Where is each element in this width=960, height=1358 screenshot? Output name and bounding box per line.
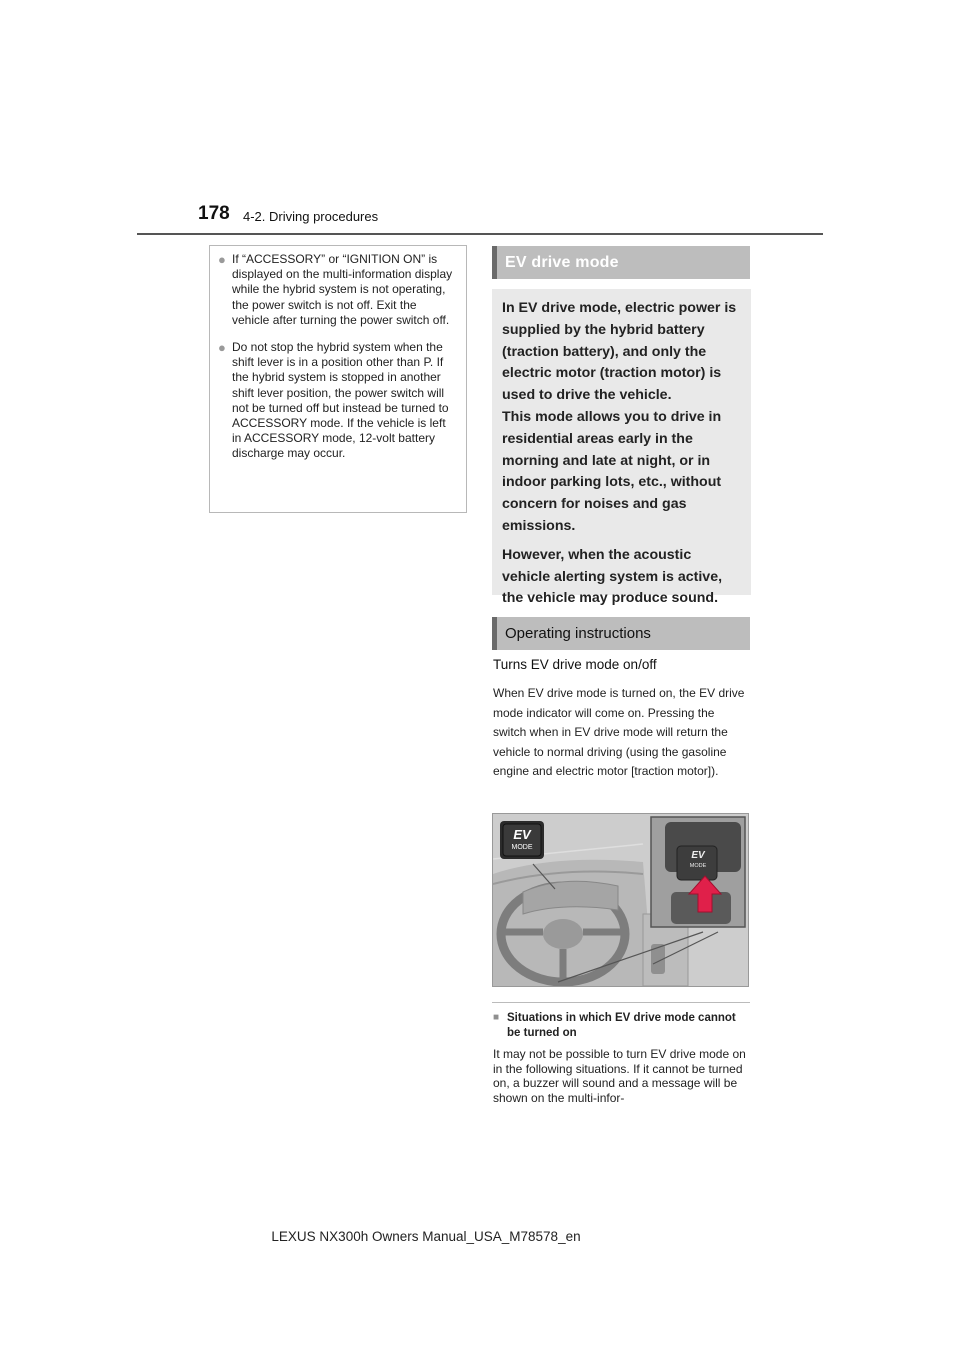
footer	[0, 1229, 960, 1244]
section-title: 4-2. Driving procedures	[243, 209, 379, 224]
footer-text: LEXUS NX300h Owners Manual_USA_M78578_en	[271, 1229, 581, 1244]
situations-heading	[493, 1011, 751, 1040]
intro-paragraph: In EV drive mode, electric power is supplied by the hybrid battery (traction battery), and only the electric motor (traction motor) is used to drive the vehicle.	[502, 300, 737, 404]
note-box	[209, 245, 467, 513]
note-text: If “ACCESSORY” or “IGNITION ON” is displayed on the multi-information display while the hybrid system is not operating, the power switch is not off. Exit the vehicle after turning the power switch off.	[232, 252, 453, 327]
inset-ev-label: EV	[691, 850, 705, 861]
situations-heading-text: Situations in which EV drive mode cannot be turned on	[507, 1012, 736, 1039]
operating-instructions-heading	[492, 617, 750, 650]
mode-button-label: MODE	[511, 844, 533, 851]
bullet-icon: ●	[218, 252, 226, 267]
intro-paragraph: This mode allows you to drive in residential areas early in the morning and late at night, or in indoor parking lots, etc., without concern for noises and gas emissions.	[502, 408, 722, 534]
ev-intro-box	[492, 289, 751, 607]
ev-drive-mode-heading	[492, 246, 750, 279]
page-number: 178	[198, 203, 230, 224]
ev-mode-figure	[492, 813, 749, 987]
section-divider	[492, 1002, 750, 1003]
ev-button-label: EV	[513, 827, 531, 842]
situations-body: It may not be possible to turn EV drive mode on in the following situations. If it cannot be turned on, a buzzer will sound and a message will be shown on the multi-infor-	[493, 1047, 746, 1105]
step-title: Turns EV drive mode on/off	[493, 657, 657, 672]
operating-instructions-heading-text: Operating instructions	[505, 625, 651, 642]
note-item	[218, 340, 456, 462]
intro-paragraph: However, when the acoustic vehicle alerting system is active, the vehicle may produce sound.	[502, 546, 723, 607]
inset-mode-label: MODE	[689, 863, 707, 869]
step-body: When EV drive mode is turned on, the EV drive mode indicator will come on. Pressing the switch when in EV drive mode will return the vehicle to normal driving (using the gasoline engine and electric motor [traction motor]).	[493, 686, 745, 778]
ev-drive-mode-heading-text: EV drive mode	[505, 253, 619, 271]
bullet-icon: ●	[218, 340, 226, 356]
header-rule	[137, 233, 823, 235]
square-bullet-icon: ■	[493, 1012, 500, 1023]
note-text: Do not stop the hybrid system when the shift lever is in a position other than P. If the hybrid system is stopped in another shift lever position, the power switch will not be turned off but instead be turned to ACCESSORY mode. If the vehicle is left in ACCESSORY mode, 12-volt battery discharge may occur.	[232, 340, 449, 461]
note-item	[218, 252, 456, 328]
